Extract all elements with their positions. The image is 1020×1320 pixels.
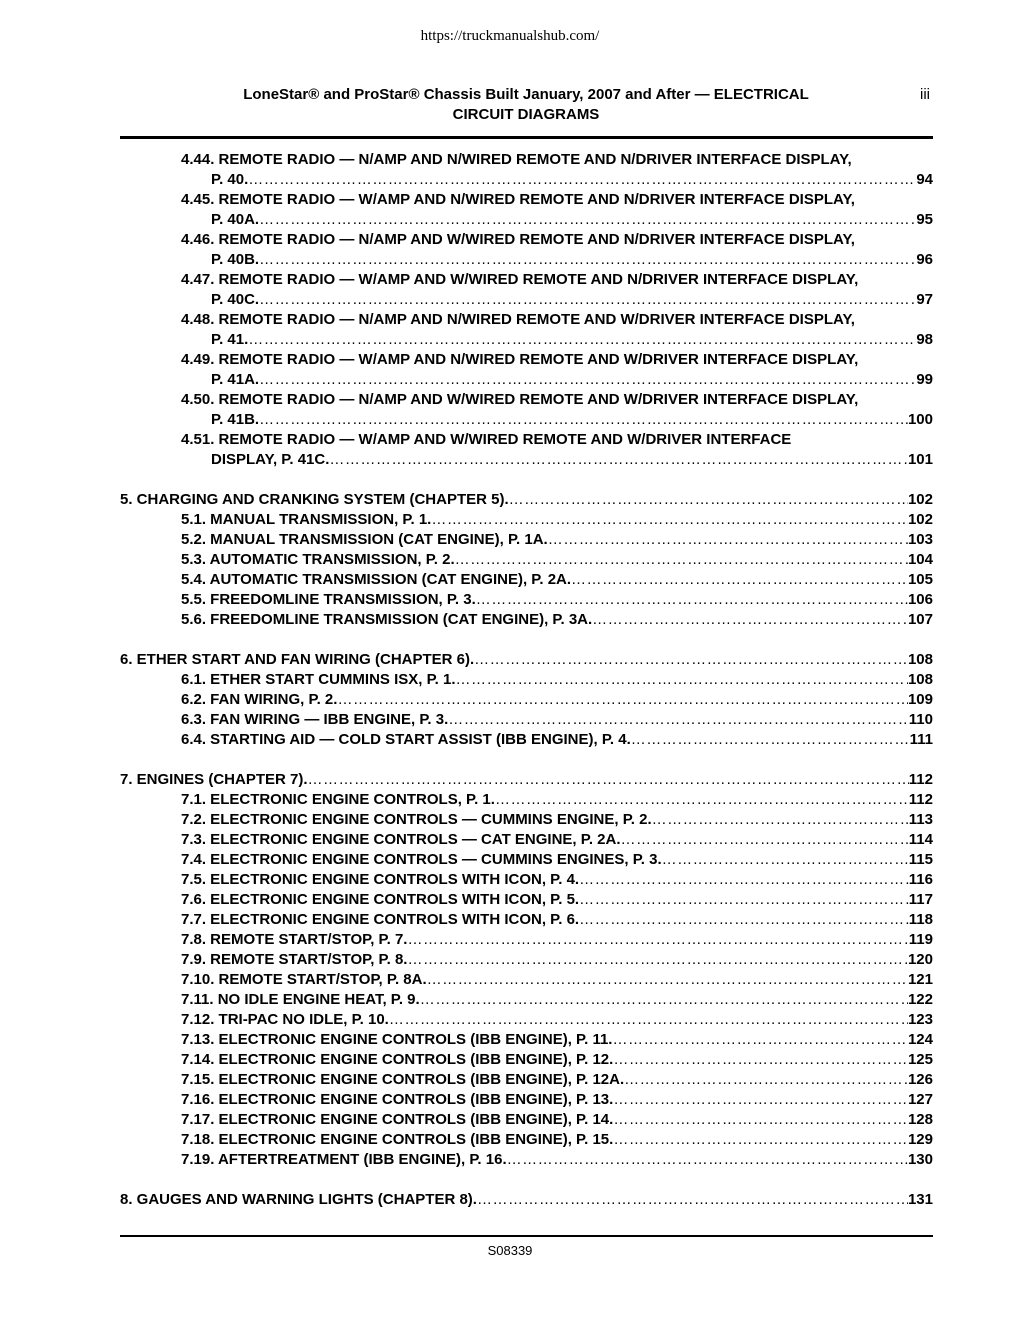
dot-leader (420, 990, 908, 1010)
toc-entry-title: 4.51. REMOTE RADIO — W/AMP AND W/WIRED REMOTE AND W/DRIVER INTERFACE (181, 431, 792, 448)
dot-leader (652, 810, 909, 830)
toc-entry-title: 6.3. FAN WIRING — IBB ENGINE, P. 3. (181, 711, 449, 728)
toc-entry-title: 7.19. AFTERTREATMENT (IBB ENGINE), P. 16. (181, 1151, 507, 1168)
toc-entry-title: 6.2. FAN WIRING, P. 2. (181, 691, 338, 708)
toc-page-number: 94 (916, 171, 933, 188)
toc-page-number: 101 (907, 451, 933, 468)
toc-page-number: 96 (916, 251, 933, 268)
toc-page-number: 113 (908, 811, 933, 828)
dot-leader (579, 890, 909, 910)
dot-leader (571, 570, 908, 590)
dot-leader (448, 710, 909, 730)
toc-entry-title: 6.1. ETHER START CUMMINS ISX, P. 1. (181, 671, 456, 688)
toc-entry-title: 7.5. ELECTRONIC ENGINE CONTROLS WITH ICON, P. 4. (181, 871, 580, 888)
dot-leader (259, 290, 916, 310)
toc-entry-title: P. 40B. (211, 251, 260, 268)
toc-entry-title: 7.6. ELECTRONIC ENGINE CONTROLS WITH ICON, P. 5. (181, 891, 580, 908)
source-url[interactable]: https://truckmanualshub.com/ (420, 28, 600, 44)
dot-leader (579, 910, 909, 930)
dot-leader (389, 1010, 908, 1030)
toc-entry-title: 7.10. REMOTE START/STOP, P. 8A. (181, 971, 427, 988)
toc-page-number: 108 (907, 651, 933, 668)
footer-rule (120, 1235, 933, 1237)
dot-leader (662, 850, 909, 870)
toc-entry-title: 7.18. ELECTRONIC ENGINE CONTROLS (IBB ENGINE), P. 15. (181, 1131, 614, 1148)
toc-page-number: 122 (907, 991, 933, 1008)
toc-entry-title: 5.3. AUTOMATIC TRANSMISSION, P. 2. (181, 551, 455, 568)
dot-leader (624, 1070, 908, 1090)
toc-page-number: 123 (907, 1011, 933, 1028)
toc-page-number: 104 (907, 551, 933, 568)
toc-page-number: 108 (907, 671, 933, 688)
toc-entry-title: 7.3. ELECTRONIC ENGINE CONTROLS — CAT ENGINE, P. 2A. (181, 831, 621, 848)
toc-page-number: 116 (908, 871, 933, 888)
toc-page-number: 115 (908, 851, 933, 868)
dot-leader (548, 530, 908, 550)
toc-page-number: 100 (907, 411, 933, 428)
toc-entry-title: 7.4. ELECTRONIC ENGINE CONTROLS — CUMMINS ENGINES, P. 3. (181, 851, 662, 868)
document-title-line-2: CIRCUIT DIAGRAMS (452, 106, 600, 123)
toc-entry-title: 4.46. REMOTE RADIO — N/AMP AND W/WIRED REMOTE AND N/DRIVER INTERFACE DISPLAY, (181, 231, 855, 248)
toc-entry-title: 5.4. AUTOMATIC TRANSMISSION (CAT ENGINE), P. 2A. (181, 571, 572, 588)
dot-leader (455, 550, 908, 570)
toc-entry-title: 7.9. REMOTE START/STOP, P. 8. (181, 951, 408, 968)
toc-page-number: 124 (907, 1031, 933, 1048)
toc-entry-title: 6. ETHER START AND FAN WIRING (CHAPTER 6). (120, 651, 475, 668)
toc-page-number: 131 (907, 1191, 933, 1208)
toc-entry-title: 4.48. REMOTE RADIO — N/AMP AND N/WIRED REMOTE AND W/DRIVER INTERFACE DISPLAY, (181, 311, 855, 328)
toc-entry-title: 7.7. ELECTRONIC ENGINE CONTROLS WITH ICON, P. 6. (181, 911, 580, 928)
toc-page-number: 111 (909, 731, 933, 748)
dot-leader (631, 730, 910, 750)
dot-leader (329, 450, 908, 470)
toc-entry-title: P. 40C. (211, 291, 260, 308)
toc-entry-title: 5. CHARGING AND CRANKING SYSTEM (CHAPTER 5). (120, 491, 509, 508)
toc-page-number: 121 (907, 971, 933, 988)
header-rule (120, 136, 933, 139)
toc-entry-title: 4.49. REMOTE RADIO — W/AMP AND N/WIRED REMOTE AND W/DRIVER INTERFACE DISPLAY, (181, 351, 859, 368)
dot-leader (477, 1190, 908, 1210)
toc-page-number: 127 (907, 1091, 933, 1108)
toc-page-number: 109 (907, 691, 933, 708)
toc-entry-title: 4.45. REMOTE RADIO — W/AMP AND N/WIRED REMOTE AND N/DRIVER INTERFACE DISPLAY, (181, 191, 855, 208)
toc-page-number: 105 (907, 571, 933, 588)
dot-leader (259, 370, 916, 390)
toc-page-number: 117 (908, 891, 933, 908)
toc-entry-title: 7.16. ELECTRONIC ENGINE CONTROLS (IBB ENGINE), P. 13. (181, 1091, 614, 1108)
dot-leader (507, 1150, 908, 1170)
toc-entry-title: 7.17. ELECTRONIC ENGINE CONTROLS (IBB ENGINE), P. 14. (181, 1111, 614, 1128)
footer-code: S08339 (487, 1243, 533, 1258)
toc-page-number: 118 (908, 911, 933, 928)
dot-leader (613, 1090, 908, 1110)
dot-leader (592, 610, 908, 630)
toc-entry-title: 7.14. ELECTRONIC ENGINE CONTROLS (IBB ENGINE), P. 12. (181, 1051, 614, 1068)
toc-page-number: 99 (916, 371, 933, 388)
toc-entry-title: P. 40A. (211, 211, 260, 228)
dot-leader (407, 950, 908, 970)
toc-entry-title: 5.1. MANUAL TRANSMISSION, P. 1. (181, 511, 432, 528)
toc-entry-title: P. 41. (211, 331, 249, 348)
dot-leader (248, 330, 916, 350)
toc-page-number: 106 (907, 591, 933, 608)
toc-page-number: 103 (907, 531, 933, 548)
toc-entry-title: 7. ENGINES (CHAPTER 7). (120, 771, 308, 788)
dot-leader (259, 250, 916, 270)
toc-entry-title: P. 41B. (211, 411, 260, 428)
dot-leader (621, 830, 909, 850)
toc-page-number: 107 (907, 611, 933, 628)
dot-leader (579, 870, 909, 890)
toc-page-number: 112 (908, 791, 933, 808)
page-number: iii (920, 86, 930, 103)
dot-leader (613, 1050, 908, 1070)
toc-page-number: 128 (907, 1111, 933, 1128)
toc-page-number: 126 (907, 1071, 933, 1088)
document-title-line-1: LoneStar® and ProStar® Chassis Built January, 2007 and After — ELECTRICAL (243, 86, 809, 103)
toc-entry-title: 7.1. ELECTRONIC ENGINE CONTROLS, P. 1. (181, 791, 495, 808)
dot-leader (509, 490, 908, 510)
dot-leader (456, 670, 908, 690)
dot-leader (613, 1130, 908, 1150)
dot-leader (476, 590, 908, 610)
toc-entry-title: 4.47. REMOTE RADIO — W/AMP AND W/WIRED REMOTE AND N/DRIVER INTERFACE DISPLAY, (181, 271, 859, 288)
toc-page-number: 129 (907, 1131, 933, 1148)
toc-entry-title: 5.2. MANUAL TRANSMISSION (CAT ENGINE), P. 1A. (181, 531, 548, 548)
toc-entry-title: 5.5. FREEDOMLINE TRANSMISSION, P. 3. (181, 591, 476, 608)
dot-leader (495, 790, 909, 810)
toc-entry-title: DISPLAY, P. 41C. (211, 451, 330, 468)
toc-entry-title: 7.8. REMOTE START/STOP, P. 7. (181, 931, 408, 948)
dot-leader (259, 210, 916, 230)
toc-page-number: 120 (907, 951, 933, 968)
dot-leader (248, 170, 916, 190)
toc-entry-title: 4.44. REMOTE RADIO — N/AMP AND N/WIRED REMOTE AND N/DRIVER INTERFACE DISPLAY, (181, 151, 852, 168)
document-title (180, 85, 872, 125)
dot-leader (612, 1030, 907, 1050)
toc-entry-title: 4.50. REMOTE RADIO — N/AMP AND W/WIRED REMOTE AND W/DRIVER INTERFACE DISPLAY, (181, 391, 859, 408)
dot-leader (613, 1110, 908, 1130)
toc-entry-title: 7.11. NO IDLE ENGINE HEAT, P. 9. (181, 991, 420, 1008)
toc-page-number: 119 (908, 931, 933, 948)
toc-page-number: 114 (908, 831, 933, 848)
toc-page-number: 130 (907, 1151, 933, 1168)
toc-page-number: 95 (916, 211, 933, 228)
toc-page-number: 102 (907, 511, 933, 528)
toc-entry-title: 7.12. TRI-PAC NO IDLE, P. 10. (181, 1011, 389, 1028)
dot-leader (474, 650, 908, 670)
toc-page-number: 110 (908, 711, 933, 728)
toc-entry-title: 5.6. FREEDOMLINE TRANSMISSION (CAT ENGINE), P. 3A. (181, 611, 593, 628)
dot-leader (337, 690, 908, 710)
toc-entry-title: 7.2. ELECTRONIC ENGINE CONTROLS — CUMMINS ENGINE, P. 2. (181, 811, 652, 828)
toc-entry-title: 8. GAUGES AND WARNING LIGHTS (CHAPTER 8). (120, 1191, 477, 1208)
dot-leader (259, 410, 908, 430)
toc-page-number: 112 (908, 771, 933, 788)
dot-leader (431, 510, 908, 530)
dot-leader (308, 770, 909, 790)
toc-entry-title: 7.13. ELECTRONIC ENGINE CONTROLS (IBB ENGINE), P. 11. (181, 1031, 613, 1048)
toc-page-number: 98 (916, 331, 933, 348)
toc-entry-title: P. 40. (211, 171, 249, 188)
toc-entry-title: P. 41A. (211, 371, 260, 388)
toc-entry-title: 6.4. STARTING AID — COLD START ASSIST (IBB ENGINE), P. 4. (181, 731, 631, 748)
toc-page-number: 125 (907, 1051, 933, 1068)
toc-page-number: 97 (916, 291, 933, 308)
dot-leader (427, 970, 908, 990)
dot-leader (407, 930, 908, 950)
toc-page-number: 102 (907, 491, 933, 508)
toc-entry-title: 7.15. ELECTRONIC ENGINE CONTROLS (IBB ENGINE), P. 12A. (181, 1071, 625, 1088)
